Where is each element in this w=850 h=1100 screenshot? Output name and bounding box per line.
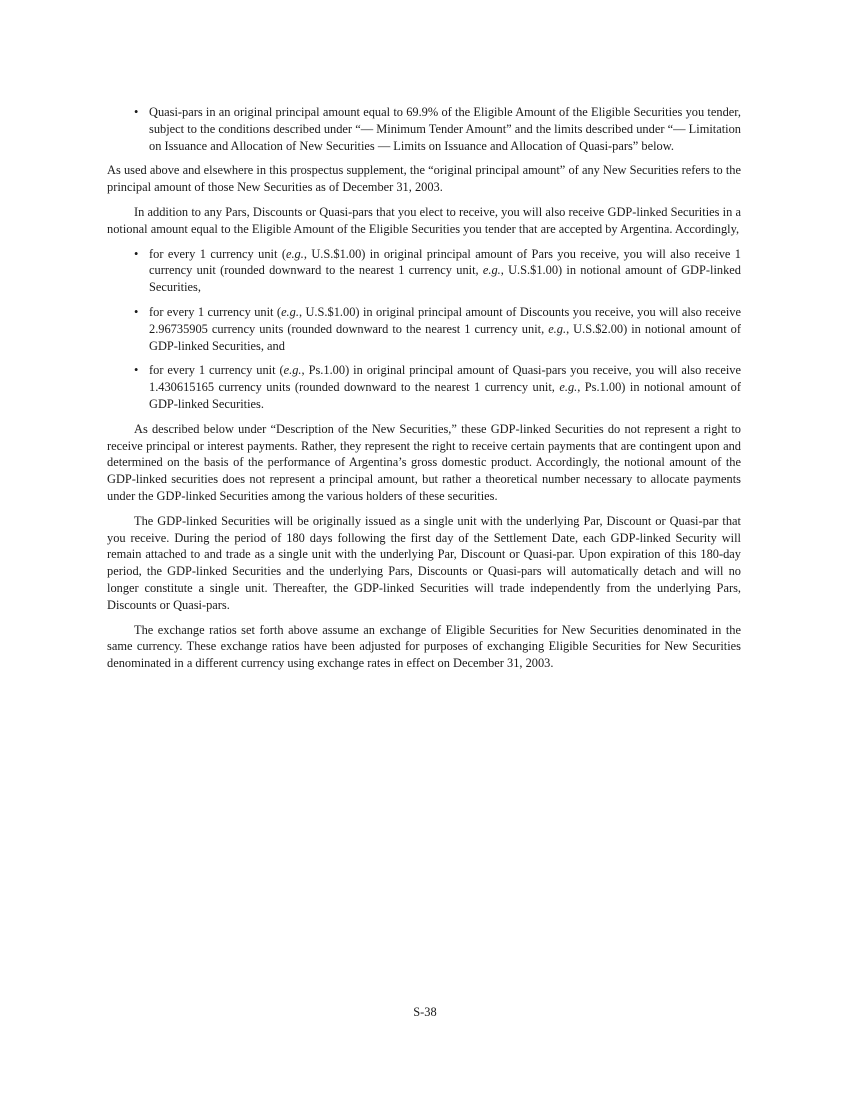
paragraph-exchange-ratios: The exchange ratios set forth above assume an exchange of Eligible Securities for New Securities denominated in the same currency. These exchange ratios have been adjusted for purposes of exchanging Eligible Securities for New Securities denominated in a different currency using exchange rates in effect on December 31, 2003. xyxy=(107,622,741,671)
bullet-pars xyxy=(107,246,741,296)
paragraph-original-principal: As used above and elsewhere in this prospectus supplement, the “original principal amount” of any New Securities refers to the principal amount of those New Securities as of December 31, 2003. xyxy=(107,163,741,195)
bullet-text: for every 1 currency unit (e.g., U.S.$1.00) in original principal amount of Pars you receive, you will also receive 1 currency unit (rounded downward to the nearest 1 currency unit, e.g., U.S.$1.00) in notional amount of GDP-linked Securities, xyxy=(149,246,741,295)
bullet-quasi-pars-gdp xyxy=(107,362,741,412)
paragraph-description: As described below under “Description of the New Securities,” these GDP-linked Securities do not represent a right to receive principal or interest payments. Rather, they represent the right to receive certain payments that are contingent upon and determined on the basis of the performance of Argentina’s gross domestic product. Accordingly, the notional amount of the GDP-linked securities does not represent a principal amount, but rather a theoretical number necessary to allocate payments under the GDP-linked Securities among the various holders of these securities. xyxy=(107,421,741,503)
page-number: S-38 xyxy=(413,1005,437,1019)
bullet-text: for every 1 currency unit (e.g., Ps.1.00) in original principal amount of Quasi-pars you receive, you will also receive 1.430615165 currency units (rounded downward to the nearest 1 currency unit, e.g., Ps.1.00) in notional amount of GDP-linked Securities. xyxy=(149,363,741,411)
bullet-quasi-pars xyxy=(107,104,741,154)
paragraph-gdp-addition: In addition to any Pars, Discounts or Quasi-pars that you elect to receive, you will also receive GDP-linked Securities in a notional amount equal to the Eligible Amount of the Eligible Securities you tender that are accepted by Argentina. Accordingly, xyxy=(107,204,741,236)
bullet-dot: • xyxy=(134,246,139,261)
bullet-dot: • xyxy=(134,363,139,378)
bullet-dot: • xyxy=(134,304,139,319)
bullet-dot: • xyxy=(134,105,139,119)
bullet-discounts xyxy=(107,304,741,354)
bullet-text: for every 1 currency unit (e.g., U.S.$1.00) in original principal amount of Discounts you receive, you will also receive 2.96735905 currency units (rounded downward to the nearest 1 currency unit, e.g., U.S.$2.00) in notional amount of GDP-linked Securities, and xyxy=(149,304,741,353)
bullet-text: Quasi-pars in an original principal amount equal to 69.9% of the Eligible Amount of the Eligible Securities you tender, subject to the conditions described under “— Minimum Tender Amount” and the limits described under “— Limitation on Issuance and Allocation of New Securities — Limits on Issuance and Allocation of Quasi-pars” below. xyxy=(149,105,741,153)
paragraph-single-unit: The GDP-linked Securities will be originally issued as a single unit with the underlying Par, Discount or Quasi-par that you receive. During the period of 180 days following the first day of the Settlement Date, each GDP-linked Security will remain attached to and trade as a single unit with the underlying Par, Discount or Quasi-par. Upon expiration of this 180-day period, the GDP-linked Securities and the underlying Pars, Discounts or Quasi-pars will automatically detach and will no longer constitute a single unit. Thereafter, the GDP-linked Securities will trade independently from the underlying Pars, Discounts or Quasi-pars. xyxy=(107,513,741,612)
document-body xyxy=(107,104,741,680)
